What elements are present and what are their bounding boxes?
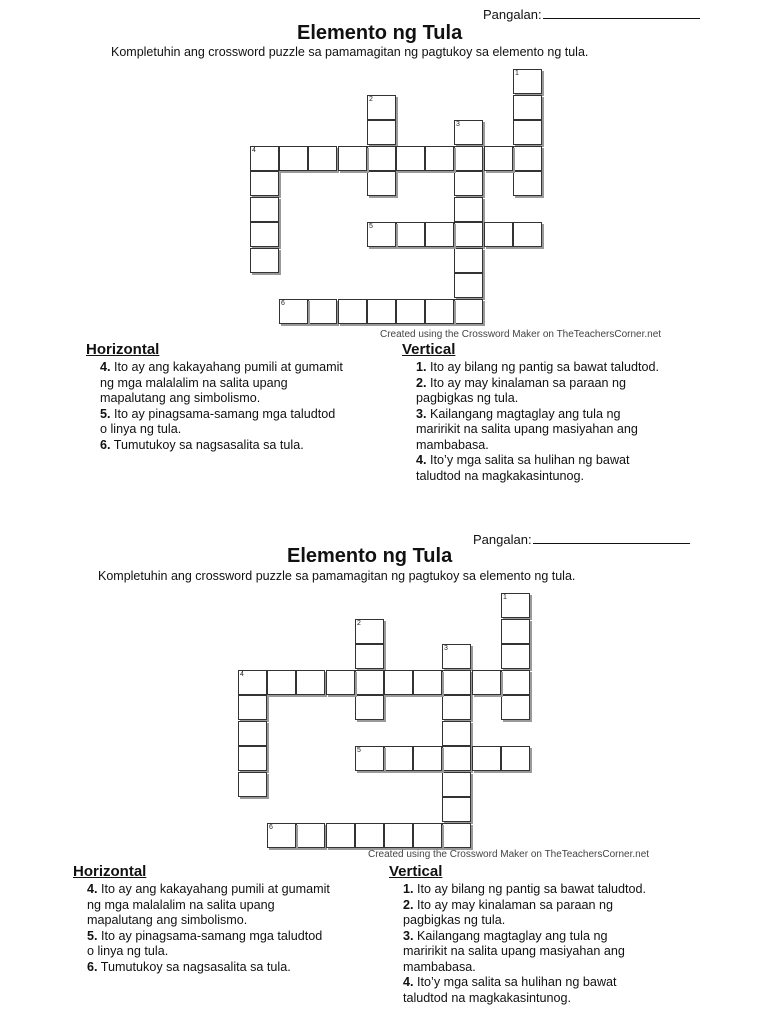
horizontal-clue-list <box>73 882 363 975</box>
clue-number-label: 2. <box>416 375 427 390</box>
crossword-cell[interactable] <box>355 823 384 848</box>
worksheet-bottom <box>0 512 768 1024</box>
clue-text: Kailangang magtaglay ang tula ng <box>430 406 621 421</box>
clue-line <box>100 407 376 423</box>
worksheet-title: Elemento ng Tula <box>297 22 463 44</box>
crossword-cell[interactable] <box>472 746 501 771</box>
clue-number: 4 <box>240 671 244 678</box>
crossword-cell[interactable] <box>384 823 413 848</box>
crossword-cell[interactable] <box>442 772 471 797</box>
clue-line <box>416 453 702 469</box>
crossword-credit: Created using the Crossword Maker on TheTeachersCorner.net <box>380 329 662 340</box>
crossword-cell[interactable] <box>367 146 396 171</box>
clue-text: Ito ay ang kakayahang pumili at gumamit <box>114 360 343 374</box>
crossword-cell[interactable] <box>267 823 296 848</box>
crossword-cell[interactable] <box>501 593 530 618</box>
crossword-cell[interactable] <box>326 670 355 695</box>
crossword-cell[interactable] <box>442 644 471 669</box>
clue-line <box>416 376 702 392</box>
crossword-cell[interactable] <box>355 746 384 771</box>
clue-number-label: 4. <box>100 360 111 374</box>
crossword-cell[interactable] <box>513 222 542 247</box>
crossword-cell[interactable] <box>454 120 483 145</box>
clue-number: 1 <box>515 70 519 77</box>
horizontal-clue-list <box>86 360 376 453</box>
clue-line <box>416 469 702 485</box>
crossword-cell[interactable] <box>454 273 483 298</box>
name-field[interactable] <box>483 6 700 22</box>
clue-text: taludtod na magkakasintunog. <box>416 468 585 483</box>
clue-line <box>403 913 689 929</box>
worksheet-title: Elemento ng Tula <box>287 545 453 567</box>
clue-line <box>100 422 376 438</box>
horizontal-clues <box>86 341 376 453</box>
clue-text: Tumutukoy sa nagsasalita sa tula. <box>100 959 291 974</box>
crossword-cell[interactable] <box>442 695 471 720</box>
clue-text: mapalutang ang simbolismo. <box>100 391 261 405</box>
vertical-heading: Vertical <box>389 863 443 880</box>
clue-number: 5 <box>357 747 361 754</box>
clue-text: mapalutang ang simbolismo. <box>87 913 248 927</box>
clue-number: 6 <box>269 824 273 831</box>
clue-number-label: 4. <box>416 453 427 467</box>
clue-text: Ito ay ang kakayahang pumili at gumamit <box>101 882 330 896</box>
crossword-cell[interactable] <box>338 146 367 171</box>
clue-text: Tumutukoy sa nagsasalita sa tula. <box>113 437 304 452</box>
crossword-cell[interactable] <box>238 721 267 746</box>
clue-number-label: 2. <box>403 897 414 912</box>
crossword-cell[interactable] <box>501 746 530 771</box>
crossword-cell[interactable] <box>396 146 425 171</box>
clue-number: 2 <box>369 96 373 103</box>
vertical-clues <box>389 863 689 1006</box>
clue-text: maririkit na salita upang masiyahan ang <box>416 422 638 436</box>
clue-number-label: 1. <box>403 882 414 896</box>
clue-number: 1 <box>503 594 507 601</box>
clue-line <box>87 882 363 898</box>
clue-text: Ito ay pinagsama-samang mga taludtod <box>101 928 323 943</box>
crossword-cell[interactable] <box>413 670 442 695</box>
vertical-clues <box>402 341 702 484</box>
clue-text: o linya ng tula. <box>100 422 182 436</box>
crossword-cell[interactable] <box>454 171 483 196</box>
crossword-cell[interactable] <box>501 695 530 720</box>
crossword-cell[interactable] <box>442 797 471 822</box>
worksheet-instruction: Kompletuhin ang crossword puzzle sa pamamagitan ng pagtukoy sa elemento ng tula. <box>111 45 589 59</box>
clue-text: Ito’y mga salita sa hulihan ng bawat <box>417 975 617 989</box>
crossword-cell[interactable] <box>250 146 279 171</box>
crossword-cell[interactable] <box>513 95 542 120</box>
clue-line <box>416 438 702 454</box>
crossword-cell[interactable] <box>326 823 355 848</box>
horizontal-heading: Horizontal <box>73 863 147 880</box>
crossword-cell[interactable] <box>296 670 325 695</box>
name-field[interactable] <box>473 531 690 547</box>
clue-line <box>403 882 689 898</box>
clue-number-label: 6. <box>100 437 111 452</box>
clue-number-label: 5. <box>87 928 98 943</box>
name-blank-line[interactable] <box>533 531 690 544</box>
clue-text: Ito ay bilang ng pantig sa bawat taludtod. <box>417 882 646 896</box>
crossword-cell[interactable] <box>279 299 308 324</box>
crossword-cell[interactable] <box>442 823 471 848</box>
crossword-cell[interactable] <box>355 695 384 720</box>
crossword-cell[interactable] <box>513 171 542 196</box>
vertical-clue-list <box>389 882 689 1006</box>
crossword-cell[interactable] <box>250 248 279 273</box>
crossword-cell[interactable] <box>513 146 542 171</box>
clue-text: Ito ay may kinalaman sa paraan ng <box>430 375 627 390</box>
clue-text: Kailangang magtaglay ang tula ng <box>417 928 608 943</box>
clue-number-label: 1. <box>416 360 427 374</box>
crossword-credit: Created using the Crossword Maker on TheTeachersCorner.net <box>368 849 650 860</box>
clue-line <box>100 391 376 407</box>
vertical-clue-list <box>402 360 702 484</box>
clue-line <box>416 422 702 438</box>
clue-line <box>403 960 689 976</box>
crossword-cell[interactable] <box>396 222 425 247</box>
crossword-cell[interactable] <box>367 222 396 247</box>
worksheet-instruction: Kompletuhin ang crossword puzzle sa pamamagitan ng pagtukoy sa elemento ng tula. <box>98 569 576 583</box>
clue-text: mambabasa. <box>416 437 489 452</box>
crossword-cell[interactable] <box>425 146 454 171</box>
crossword-cell[interactable] <box>238 670 267 695</box>
clue-line <box>403 929 689 945</box>
horizontal-heading: Horizontal <box>86 341 160 358</box>
crossword-cell[interactable] <box>454 146 483 171</box>
crossword-cell[interactable] <box>367 299 396 324</box>
clue-number-label: 3. <box>403 928 414 943</box>
crossword-cell[interactable] <box>442 746 471 771</box>
clue-line <box>403 975 689 991</box>
clue-line <box>403 898 689 914</box>
crossword-cell[interactable] <box>308 146 337 171</box>
crossword-cell[interactable] <box>413 746 442 771</box>
crossword-cell[interactable] <box>238 772 267 797</box>
crossword-cell[interactable] <box>513 69 542 94</box>
crossword-cell[interactable] <box>355 670 384 695</box>
crossword-cell[interactable] <box>384 746 413 771</box>
crossword-cell[interactable] <box>442 670 471 695</box>
crossword-cell[interactable] <box>367 120 396 145</box>
vertical-heading: Vertical <box>402 341 456 358</box>
crossword-cell[interactable] <box>513 120 542 145</box>
clue-text: ng mga malalalim na salita upang <box>100 375 288 390</box>
crossword-cell[interactable] <box>384 670 413 695</box>
clue-text: o linya ng tula. <box>87 944 169 958</box>
crossword-cell[interactable] <box>501 619 530 644</box>
clue-line <box>87 960 363 976</box>
crossword-cell[interactable] <box>296 823 325 848</box>
crossword-cell[interactable] <box>501 644 530 669</box>
crossword-cell[interactable] <box>250 222 279 247</box>
crossword-cell[interactable] <box>308 299 337 324</box>
crossword-cell[interactable] <box>396 299 425 324</box>
clue-text: maririkit na salita upang masiyahan ang <box>403 944 625 958</box>
crossword-cell[interactable] <box>367 171 396 196</box>
crossword-cell[interactable] <box>484 222 513 247</box>
clue-number-label: 4. <box>87 882 98 896</box>
crossword-cell[interactable] <box>454 222 483 247</box>
crossword-cell[interactable] <box>238 695 267 720</box>
clue-text: Ito ay pinagsama-samang mga taludtod <box>114 406 336 421</box>
crossword-cell[interactable] <box>425 299 454 324</box>
crossword-cell[interactable] <box>454 299 483 324</box>
crossword-cell[interactable] <box>250 197 279 222</box>
clue-line <box>87 929 363 945</box>
clue-line <box>100 360 376 376</box>
clue-number: 5 <box>369 223 373 230</box>
clue-line <box>100 376 376 392</box>
crossword-cell[interactable] <box>355 644 384 669</box>
crossword-cell[interactable] <box>501 670 530 695</box>
clue-text: Ito ay may kinalaman sa paraan ng <box>417 897 614 912</box>
crossword-cell[interactable] <box>442 721 471 746</box>
clue-line <box>403 991 689 1007</box>
clue-number-label: 4. <box>403 975 414 989</box>
clue-text: pagbigkas ng tula. <box>416 391 519 405</box>
crossword-cell[interactable] <box>250 171 279 196</box>
horizontal-clues <box>73 863 363 975</box>
clue-text: pagbigkas ng tula. <box>403 913 506 927</box>
crossword-cell[interactable] <box>338 299 367 324</box>
clue-text: taludtod na magkakasintunog. <box>403 990 572 1005</box>
crossword-cell[interactable] <box>425 222 454 247</box>
clue-line <box>416 391 702 407</box>
crossword-cell[interactable] <box>472 670 501 695</box>
crossword-cell[interactable] <box>355 619 384 644</box>
clue-number-label: 5. <box>100 406 111 421</box>
crossword-cell[interactable] <box>267 670 296 695</box>
clue-number: 2 <box>357 620 361 627</box>
clue-line <box>416 407 702 423</box>
clue-number: 6 <box>281 300 285 307</box>
clue-number: 3 <box>444 645 448 652</box>
clue-line <box>87 913 363 929</box>
crossword-cell[interactable] <box>454 248 483 273</box>
clue-text: ng mga malalalim na salita upang <box>87 897 275 912</box>
clue-line <box>87 944 363 960</box>
crossword-cell[interactable] <box>367 95 396 120</box>
clue-number: 4 <box>252 147 256 154</box>
clue-line <box>100 438 376 454</box>
crossword-cell[interactable] <box>279 146 308 171</box>
clue-number-label: 6. <box>87 959 98 974</box>
clue-text: mambabasa. <box>403 959 476 974</box>
name-blank-line[interactable] <box>543 6 700 19</box>
clue-text: Ito ay bilang ng pantig sa bawat taludtod. <box>430 360 659 374</box>
name-label: Pangalan: <box>483 7 542 22</box>
clue-line <box>87 898 363 914</box>
crossword-cell[interactable] <box>238 746 267 771</box>
clue-number-label: 3. <box>416 406 427 421</box>
clue-line <box>403 944 689 960</box>
crossword-cell[interactable] <box>413 823 442 848</box>
clue-text: Ito’y mga salita sa hulihan ng bawat <box>430 453 630 467</box>
crossword-cell[interactable] <box>484 146 513 171</box>
clue-number: 3 <box>456 121 460 128</box>
name-label: Pangalan: <box>473 532 532 547</box>
crossword-cell[interactable] <box>454 197 483 222</box>
clue-line <box>416 360 702 376</box>
